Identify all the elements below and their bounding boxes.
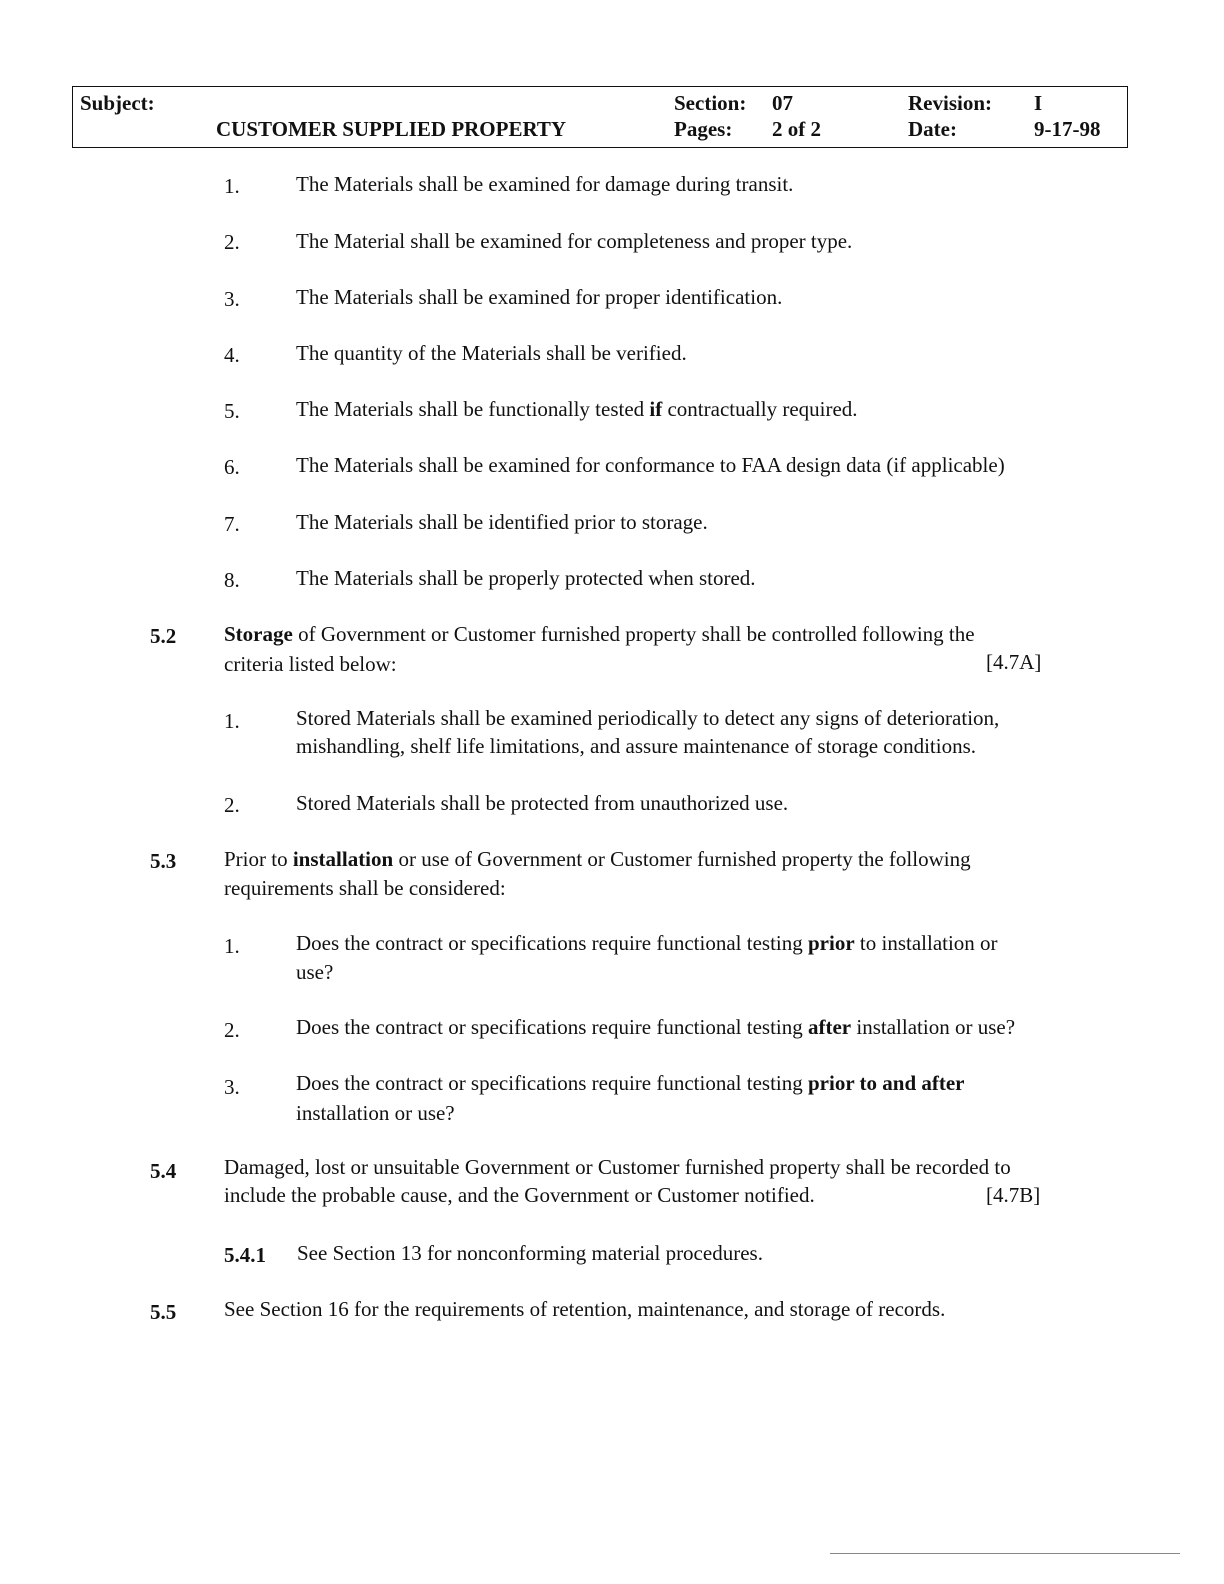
list-item-number: 2.: [224, 230, 240, 254]
list-item-text: Does the contract or specifications require functional testing prior to and after: [296, 1071, 965, 1095]
paragraph-line: See Section 13 for nonconforming material procedures.: [297, 1241, 763, 1265]
footer-rule: [830, 1553, 1180, 1554]
list-item-text: The Material shall be examined for completeness and proper type.: [296, 229, 853, 253]
list-item-text: Does the contract or specifications require functional testing prior to installation or: [296, 931, 998, 955]
list-item-number: 6.: [224, 455, 240, 479]
section-label: Section:: [674, 91, 747, 115]
list-item-text: The Materials shall be identified prior to storage.: [296, 510, 708, 534]
list-item-number: 1.: [224, 934, 240, 958]
paragraph-line: requirements shall be considered:: [224, 876, 506, 900]
revision-value: I: [1034, 91, 1043, 115]
paragraph-line: criteria listed below:: [224, 652, 397, 676]
paragraph-line: See Section 16 for the requirements of retention, maintenance, and storage of records.: [224, 1297, 946, 1321]
list-item-number: 3.: [224, 287, 240, 311]
list-item-text: Does the contract or specifications require functional testing after installation or use?: [296, 1015, 1016, 1039]
list-item-text: The Materials shall be examined for proper identification.: [296, 285, 783, 309]
pages-value: 2 of 2: [772, 117, 821, 141]
subject-value: CUSTOMER SUPPLIED PROPERTY: [216, 117, 567, 141]
list-item-number: 1.: [224, 709, 240, 733]
reference-tag: [4.7B]: [986, 1183, 1041, 1207]
list-item-number: 3.: [224, 1075, 240, 1099]
date-value: 9-17-98: [1034, 117, 1101, 141]
revision-label: Revision:: [908, 91, 992, 115]
list-item-text: The quantity of the Materials shall be verified.: [296, 341, 687, 365]
subject-label: Subject:: [80, 91, 155, 115]
reference-tag: [4.7A]: [986, 650, 1042, 674]
list-item-text: use?: [296, 960, 334, 984]
list-item-number: 5.: [224, 399, 240, 423]
list-item-number: 8.: [224, 568, 240, 592]
section-number: 5.2: [150, 624, 177, 648]
subsection-number: 5.4.1: [224, 1243, 266, 1267]
list-item-text: The Materials shall be functionally tested if contractually required.: [296, 397, 858, 421]
list-item-text: Stored Materials shall be examined periodically to detect any signs of deterioration,: [296, 706, 1000, 730]
list-item-number: 2.: [224, 1018, 240, 1042]
list-item-text: installation or use?: [296, 1101, 455, 1125]
section-number: 5.5: [150, 1300, 177, 1324]
section-value: 07: [772, 91, 793, 115]
list-item-number: 7.: [224, 512, 240, 536]
paragraph-line: Prior to installation or use of Government or Customer furnished property the following: [224, 847, 971, 871]
paragraph-line: Damaged, lost or unsuitable Government or Customer furnished property shall be recorded to: [224, 1155, 1011, 1179]
list-item-text: Stored Materials shall be protected from unauthorized use.: [296, 791, 789, 815]
pages-label: Pages:: [674, 117, 733, 141]
list-item-text: The Materials shall be examined for damage during transit.: [296, 172, 794, 196]
list-item-text: mishandling, shelf life limitations, and assure maintenance of storage conditions.: [296, 734, 977, 758]
list-item-text: The Materials shall be properly protected when stored.: [296, 566, 756, 590]
paragraph-line: include the probable cause, and the Government or Customer notified.: [224, 1183, 815, 1207]
paragraph-line: Storage of Government or Customer furnished property shall be controlled following the: [224, 622, 975, 646]
date-label: Date:: [908, 117, 957, 141]
list-item-number: 4.: [224, 343, 240, 367]
list-item-text: The Materials shall be examined for conformance to FAA design data (if applicable): [296, 453, 1005, 477]
list-item-number: 1.: [224, 174, 240, 198]
list-item-number: 2.: [224, 793, 240, 817]
section-number: 5.4: [150, 1159, 177, 1183]
section-number: 5.3: [150, 849, 177, 873]
